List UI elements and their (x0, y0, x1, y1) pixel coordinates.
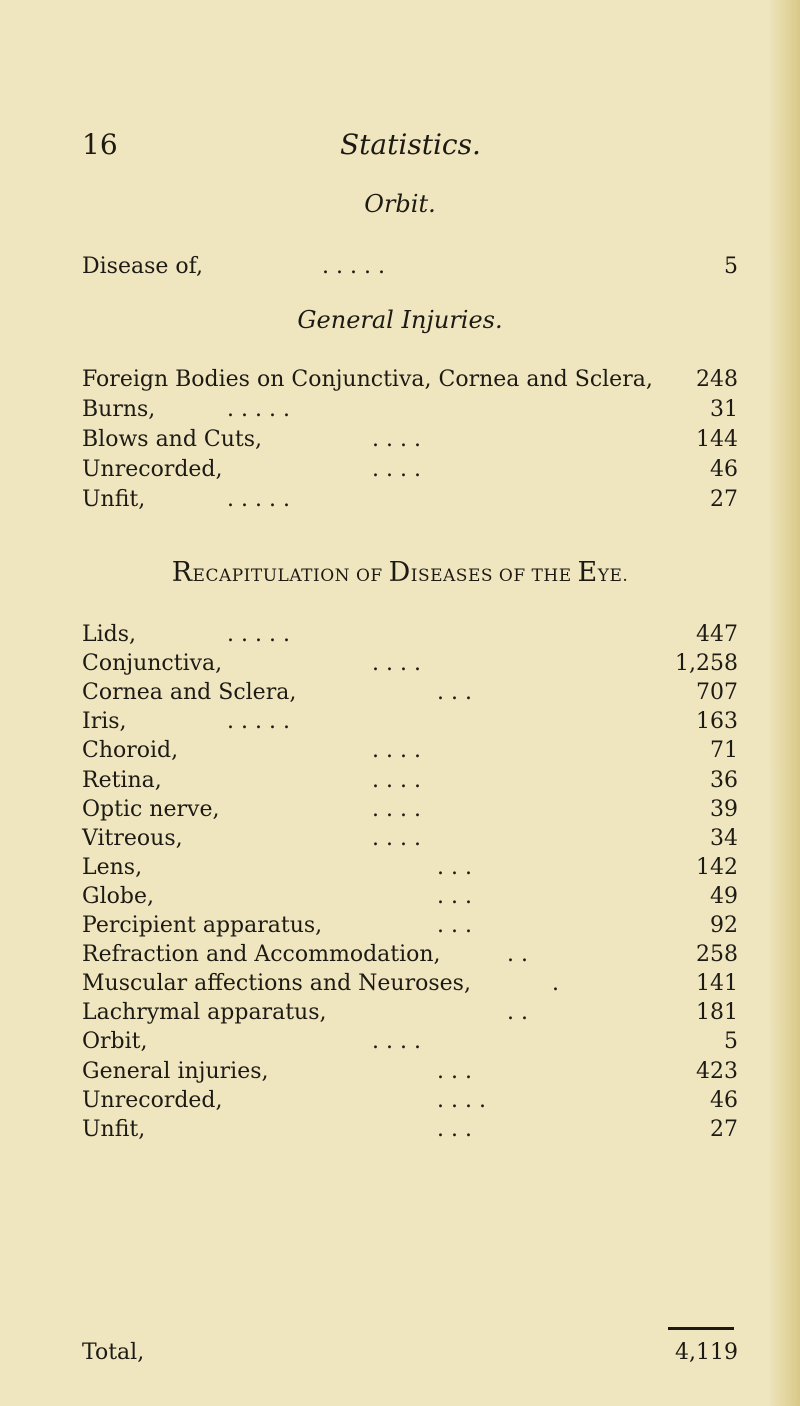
leader-dots: . . . (437, 913, 472, 938)
running-title: Statistics. (340, 128, 481, 161)
row-label: Vitreous, (82, 825, 183, 851)
leader-dots: . . . . . (227, 622, 290, 647)
row-value: 447 (696, 622, 738, 647)
row-value: 144 (696, 427, 738, 452)
row-value: 248 (696, 367, 738, 392)
row-label: Choroid, (82, 738, 179, 764)
row-value: 142 (696, 854, 738, 880)
leader-dots: . . (507, 942, 528, 968)
table-row (82, 884, 738, 914)
row-label: Globe, (82, 883, 154, 909)
leader-dots: . . . . (437, 1087, 486, 1113)
table-row (82, 397, 738, 427)
section-title-general-injuries: General Injuries. (297, 306, 503, 334)
leader-dots: . . . . (372, 738, 421, 764)
row-value: 258 (696, 942, 738, 968)
table-row (82, 651, 738, 681)
row-value: 46 (710, 457, 738, 482)
table-row (82, 680, 738, 710)
table-row (82, 1117, 738, 1147)
leader-dots: . . (507, 1000, 528, 1026)
table-row (82, 709, 738, 739)
row-value: 5 (724, 254, 738, 279)
leader-dots: . . . . . (322, 254, 385, 279)
row-label: Lids, (82, 622, 137, 647)
total-label: Total, (82, 1340, 145, 1365)
leader-dots: . . . (437, 1058, 472, 1084)
leader-dots: . . . . (372, 1029, 421, 1055)
orbit-row (82, 254, 738, 284)
row-label: Lens, (82, 854, 143, 880)
leader-dots: . . . (437, 680, 472, 706)
row-label: Cornea and Sclera, (82, 680, 297, 706)
leader-dots: . . . . (372, 427, 421, 452)
leader-dots: . (552, 971, 559, 997)
row-label: General injuries, (82, 1058, 269, 1084)
row-value: 27 (710, 487, 738, 512)
row-value: 163 (696, 709, 738, 735)
row-label: Unfit, (82, 1116, 146, 1142)
row-value: 49 (710, 883, 738, 909)
row-value: 27 (710, 1116, 738, 1142)
table-row (82, 457, 738, 487)
table-row (82, 1059, 738, 1089)
table-row (82, 826, 738, 856)
leader-dots: . . . (437, 854, 472, 880)
row-label: Iris, (82, 709, 127, 735)
row-value: 141 (696, 971, 738, 997)
leader-dots: . . . . (372, 796, 421, 822)
table-row (82, 1088, 738, 1118)
leader-dots: . . . (437, 883, 472, 909)
total-value: 4,119 (675, 1340, 738, 1365)
leader-dots: . . . . (372, 767, 421, 793)
section-title-recapitulation: RECAPITULATION OF DISEASES OF THE EYE. (171, 557, 629, 588)
row-value: 31 (710, 397, 738, 422)
row-value: 46 (710, 1087, 738, 1113)
leader-dots: . . . . (372, 825, 421, 851)
row-label: Burns, (82, 397, 156, 422)
leader-dots: . . . . . (227, 709, 290, 735)
table-row (82, 1029, 738, 1059)
row-value: 36 (710, 767, 738, 793)
table-row (82, 797, 738, 827)
row-label: Retina, (82, 767, 162, 793)
table-row (82, 942, 738, 972)
leader-dots: . . . (437, 1116, 472, 1142)
leader-dots: . . . . (372, 457, 421, 482)
row-label: Disease of, (82, 254, 203, 279)
row-label: Conjunctiva, (82, 651, 223, 677)
row-value: 423 (696, 1058, 738, 1084)
row-label: Unrecorded, (82, 457, 223, 482)
total-row (82, 1340, 738, 1370)
leader-dots: . . . . (372, 651, 421, 677)
table-row (82, 738, 738, 768)
total-rule (668, 1327, 734, 1330)
row-label: Muscular affections and Neuroses, (82, 971, 471, 997)
table-row (82, 913, 738, 943)
table-row (82, 768, 738, 798)
row-value: 71 (710, 738, 738, 764)
row-value: 707 (696, 680, 738, 706)
table-row (82, 1000, 738, 1030)
row-label: Orbit, (82, 1029, 148, 1055)
table-row (82, 487, 738, 517)
row-label: Refraction and Accommodation, (82, 942, 441, 968)
table-row (82, 622, 738, 652)
table-row (82, 855, 738, 885)
row-value: 92 (710, 913, 738, 938)
row-value: 181 (696, 1000, 738, 1026)
row-label: Unfit, (82, 487, 146, 512)
row-label: Lachrymal apparatus, (82, 1000, 327, 1026)
row-value: 39 (710, 796, 738, 822)
table-row (82, 427, 738, 457)
leader-dots: . . . . . (227, 487, 290, 512)
row-label: Foreign Bodies on Conjunctiva, Cornea and Sclera, (82, 367, 653, 392)
row-value: 5 (724, 1029, 738, 1055)
leader-dots: . . . . . (227, 397, 290, 422)
page-number: 16 (82, 128, 118, 161)
section-title-orbit: Orbit. (364, 190, 436, 218)
row-label: Optic nerve, (82, 796, 220, 822)
table-row (82, 367, 738, 397)
row-value: 1,258 (675, 651, 738, 677)
row-value: 34 (710, 825, 738, 851)
row-label: Percipient apparatus, (82, 913, 323, 938)
row-label: Blows and Cuts, (82, 427, 263, 452)
table-row (82, 971, 738, 1001)
row-label: Unrecorded, (82, 1087, 223, 1113)
